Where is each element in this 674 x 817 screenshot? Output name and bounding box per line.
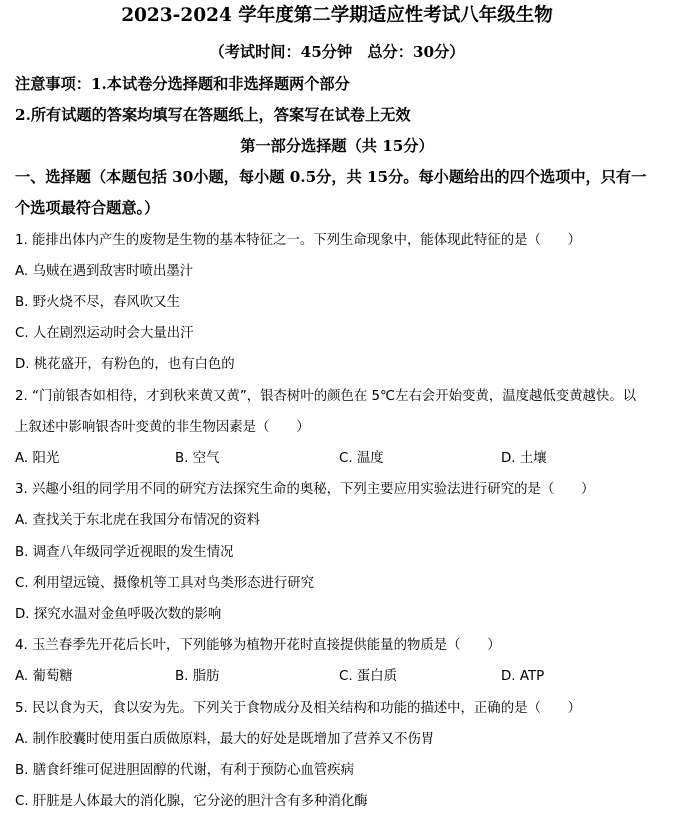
note-1: 注意事项：1.本试卷分选择题和非选择题两个部分: [15, 75, 350, 93]
question-5-option-b: B. 膳食纤维可促进胆固醇的代谢，有利于预防心血管疾病: [15, 763, 355, 778]
question-5-option-a: A. 制作胶囊时使用蛋白质做原料，最大的好处是既增加了营养又不伤胃: [15, 732, 435, 747]
question-4-option-d: D. ATP: [501, 669, 545, 684]
question-3-option-b: B. 调查八年级同学近视眼的发生情况: [15, 545, 234, 560]
question-1-option-a: A. 乌贼在遇到敌害时喷出墨汁: [15, 264, 194, 279]
question-3-option-d: D. 探究水温对金鱼呼吸次数的影响: [15, 607, 222, 622]
question-2-option-d: D. 土壤: [501, 451, 547, 466]
question-1-option-d: D. 桃花盛开，有粉色的，也有白色的: [15, 357, 235, 372]
question-3-option-c: C. 利用望远镜、摄像机等工具对鸟类形态进行研究: [15, 576, 315, 591]
section-title: 第一部分选择题（共 15分）: [240, 137, 434, 155]
question-2-option-b: B. 空气: [175, 451, 220, 466]
question-4-stem: 4. 玉兰春季先开花后长叶，下列能够为植物开花时直接提供能量的物质是（ ）: [15, 638, 501, 653]
question-2-options-row: [15, 443, 666, 474]
exam-subtitle: （考试时间：45分钟 总分：30分）: [209, 43, 465, 61]
question-1-option-b: B. 野火烧不尽，春风吹又生: [15, 295, 180, 310]
question-3-stem: 3. 兴趣小组的同学用不同的研究方法探究生命的奥秘，下列主要应用实验法进行研究的是（ ）: [15, 482, 595, 497]
question-4-options-row: [15, 661, 666, 692]
question-4-option-a: A. 葡萄糖: [15, 669, 73, 684]
question-2-stem-line-1: 2. “门前银杏如相待，才到秋来黄又黄”，银杏树叶的颜色在 5℃左右会开始变黄，温度越低变黄越快。以: [15, 389, 637, 404]
question-3-option-a: A. 查找关于东北虎在我国分布情况的资料: [15, 513, 261, 528]
section-instruction-2: 个选项最符合题意。）: [15, 199, 160, 217]
question-4-option-b: B. 脂肪: [175, 669, 220, 684]
question-2-option-c: C. 温度: [339, 451, 384, 466]
note-2: 2.所有试题的答案均填写在答题纸上，答案写在试卷上无效: [15, 106, 411, 124]
question-4-option-c: C. 蛋白质: [339, 669, 398, 684]
question-2-stem-line-2: 上叙述中影响银杏叶变黄的非生物因素是（ ）: [15, 420, 310, 435]
question-1-option-c: C. 人在剧烈运动时会大量出汗: [15, 326, 194, 341]
question-1-stem: 1. 能排出体内产生的废物是生物的基本特征之一。下列生命现象中，能体现此特征的是（ ）: [15, 233, 582, 248]
question-5-stem: 5. 民以食为天，食以安为先。下列关于食物成分及相关结构和功能的描述中，正确的是（ ）: [15, 701, 582, 716]
question-5-option-c: C. 肝脏是人体最大的消化腺，它分泌的胆汁含有多种消化酶: [15, 794, 368, 809]
question-2-option-a: A. 阳光: [15, 451, 60, 466]
section-instruction-1: 一、选择题（本题包括 30小题，每小题 0.5分，共 15分。每小题给出的四个选项中，只有一: [15, 168, 647, 186]
exam-title: 2023-2024 学年度第二学期适应性考试八年级生物: [121, 5, 553, 26]
